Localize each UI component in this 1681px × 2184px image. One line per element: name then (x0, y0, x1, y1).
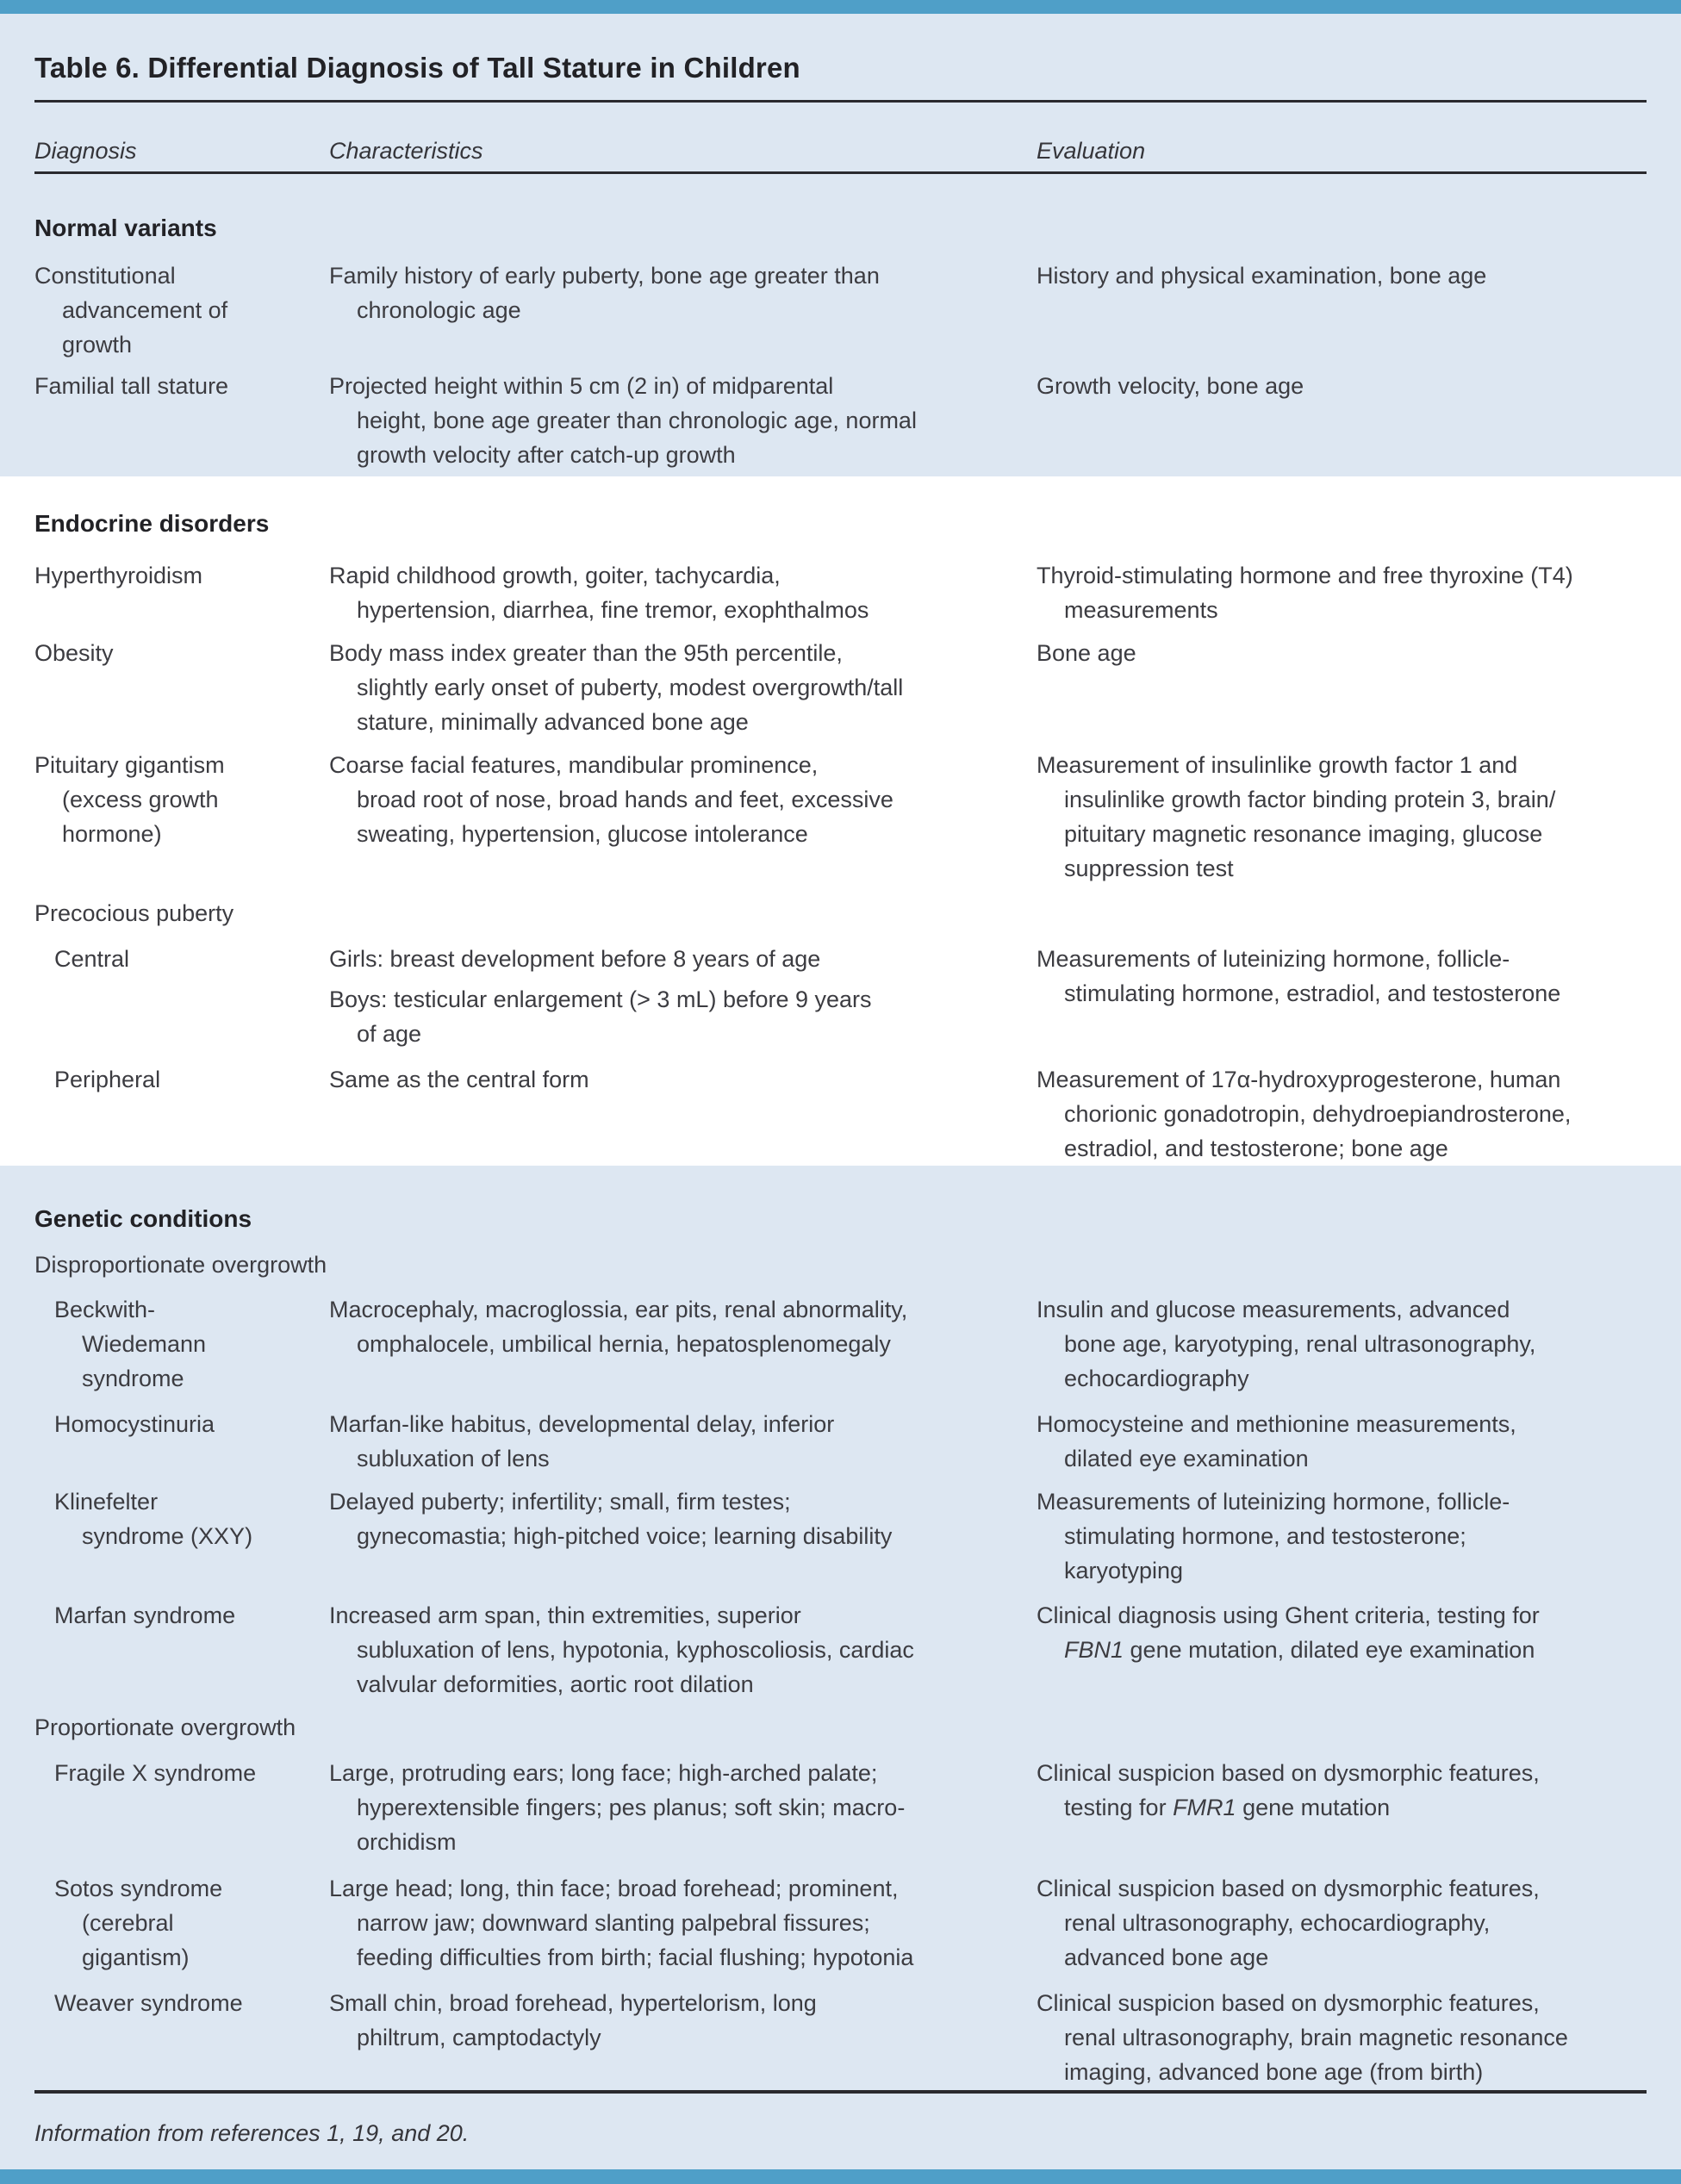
evaluation-cell (1037, 748, 1647, 886)
characteristics-text: Macrocephaly, macroglossia, ear pits, renal abnormality, (329, 1297, 908, 1322)
diagnosis-cell (34, 1871, 329, 1975)
characteristics-text: Marfan-like habitus, developmental delay, inferior (329, 1411, 835, 1437)
evaluation-cell (1037, 369, 1647, 472)
characteristics-cell (329, 258, 1037, 362)
characteristics-text: Small chin, broad forehead, hypertelorism, long (329, 1990, 817, 2016)
diagnosis-text: Peripheral (54, 1067, 161, 1092)
evaluation-cell (1037, 1484, 1647, 1588)
evaluation-text: dilated eye examination (1064, 1446, 1309, 1472)
evaluation-text: Clinical diagnosis using Ghent criteria, testing for (1037, 1602, 1540, 1628)
characteristics-text: chronologic age (357, 297, 521, 323)
diagnosis-text: advancement of (62, 297, 228, 323)
characteristics-cell (329, 558, 1037, 627)
diagnosis-cell (34, 1484, 329, 1588)
section-header: Endocrine disorders (34, 510, 270, 537)
diagnosis-cell (34, 1986, 329, 2089)
evaluation-text: imaging, advanced bone age (from birth) (1064, 2059, 1484, 2085)
characteristics-text: stature, minimally advanced bone age (357, 709, 749, 735)
characteristics-text: height, bone age greater than chronologic age, normal (357, 408, 917, 433)
table-row (34, 1407, 1647, 1476)
evaluation-text: Growth velocity, bone age (1037, 373, 1304, 399)
characteristics-text: Increased arm span, thin extremities, superior (329, 1602, 801, 1628)
evaluation-text: chorionic gonadotropin, dehydroepiandrosterone, (1064, 1101, 1572, 1127)
table-row (34, 558, 1647, 627)
diagnosis-text: Pituitary gigantism (34, 752, 225, 778)
section-header: Genetic conditions (34, 1205, 252, 1232)
evaluation-text: measurements (1064, 597, 1218, 623)
column-header-characteristics: Characteristics (329, 138, 483, 164)
diagnosis-text: Weaver syndrome (54, 1990, 243, 2016)
evaluation-text: Thyroid-stimulating hormone and free thyroxine (T4) (1037, 563, 1573, 588)
diagnosis-text: growth (62, 332, 133, 358)
diagnosis-text: Klinefelter (54, 1489, 159, 1515)
characteristics-text: gynecomastia; high-pitched voice; learning disability (357, 1523, 893, 1549)
diagnosis-cell (34, 1407, 329, 1476)
diagnosis-cell (34, 636, 329, 739)
evaluation-cell (1037, 1062, 1647, 1166)
evaluation-cell (1037, 258, 1647, 362)
evaluation-text: Homocysteine and methionine measurements, (1037, 1411, 1516, 1437)
diagnosis-text: Central (54, 946, 130, 972)
characteristics-text: hypertension, diarrhea, fine tremor, exophthalmos (357, 597, 869, 623)
characteristics-text: of age (357, 1021, 422, 1047)
evaluation-text: History and physical examination, bone age (1037, 263, 1487, 289)
footer-rule (34, 2090, 1647, 2094)
subsection-header: Proportionate overgrowth (34, 1714, 296, 1740)
diagnosis-cell (34, 748, 329, 886)
evaluation-cell (1037, 1598, 1647, 1702)
characteristics-text: Projected height within 5 cm (2 in) of midparental (329, 373, 834, 399)
characteristics-text: subluxation of lens (357, 1446, 550, 1472)
evaluation-text: Measurements of luteinizing hormone, follicle- (1037, 1489, 1510, 1515)
evaluation-text: renal ultrasonography, brain magnetic resonance (1064, 2025, 1568, 2050)
diagnosis-text: Obesity (34, 640, 114, 666)
characteristics-text: Coarse facial features, mandibular prominence, (329, 752, 819, 778)
characteristics-cell (329, 1871, 1037, 1975)
characteristics-text: Same as the central form (329, 1067, 589, 1092)
characteristics-cell (329, 942, 1037, 1051)
evaluation-cell (1037, 942, 1647, 1051)
header-rule (34, 171, 1647, 174)
evaluation-text: Measurement of insulinlike growth factor 1 and (1037, 752, 1518, 778)
diagnosis-cell (34, 1756, 329, 1859)
column-header-row (34, 134, 1647, 168)
table-row (34, 258, 1647, 362)
characteristics-text: slightly early onset of puberty, modest overgrowth/tall (357, 675, 904, 700)
diagnosis-text: gigantism) (82, 1944, 190, 1970)
table-row (34, 1986, 1647, 2089)
evaluation-text: suppression test (1064, 856, 1234, 881)
diagnosis-text: Sotos syndrome (54, 1876, 223, 1901)
characteristics-cell (329, 1407, 1037, 1476)
evaluation-text: estradiol, and testosterone; bone age (1064, 1136, 1448, 1161)
characteristics-text: feeding difficulties from birth; facial flushing; hypotonia (357, 1944, 914, 1970)
section-header: Normal variants (34, 215, 217, 241)
section-endocrine-disorders (0, 476, 1681, 1166)
characteristics-text: Large head; long, thin face; broad forehead; prominent, (329, 1876, 899, 1901)
table-row (34, 1871, 1647, 1975)
column-header-diagnosis: Diagnosis (34, 138, 137, 164)
diagnosis-text: Marfan syndrome (54, 1602, 236, 1628)
diagnosis-cell (34, 942, 329, 1051)
diagnosis-text: Beckwith- (54, 1297, 156, 1322)
evaluation-cell (1037, 1871, 1647, 1975)
diagnosis-text: Constitutional (34, 263, 176, 289)
diagnosis-text: Hyperthyroidism (34, 563, 203, 588)
column-header-evaluation: Evaluation (1037, 138, 1146, 164)
characteristics-text: valvular deformities, aortic root dilation (357, 1671, 754, 1697)
evaluation-text: Clinical suspicion based on dysmorphic features, (1037, 1876, 1540, 1901)
evaluation-cell (1037, 558, 1647, 627)
evaluation-text: bone age, karyotyping, renal ultrasonography, (1064, 1331, 1536, 1357)
table-row (34, 1484, 1647, 1588)
diagnosis-cell (34, 1598, 329, 1702)
diagnosis-cell (34, 1062, 329, 1166)
evaluation-text: stimulating hormone, and testosterone; (1064, 1523, 1466, 1549)
characteristics-text: sweating, hypertension, glucose intolerance (357, 821, 808, 847)
characteristics-cell (329, 1756, 1037, 1859)
table-row (34, 942, 1647, 1051)
evaluation-cell (1037, 1756, 1647, 1859)
characteristics-text: Rapid childhood growth, goiter, tachycardia, (329, 563, 781, 588)
evaluation-text: Measurement of 17α-hydroxyprogesterone, human (1037, 1067, 1561, 1092)
characteristics-text: Girls: breast development before 8 years of age (329, 946, 821, 972)
evaluation-cell (1037, 636, 1647, 739)
diagnosis-text: Fragile X syndrome (54, 1760, 257, 1786)
characteristics-paragraph (329, 942, 1037, 976)
table-row (34, 1062, 1647, 1166)
evaluation-text: echocardiography (1064, 1366, 1249, 1391)
characteristics-text: philtrum, camptodactyly (357, 2025, 601, 2050)
diagnosis-text: syndrome (82, 1366, 184, 1391)
bottom-accent-bar (0, 2169, 1681, 2184)
evaluation-text: gene mutation, dilated eye examination (1124, 1637, 1535, 1663)
table-row (34, 1756, 1647, 1859)
evaluation-text: advanced bone age (1064, 1944, 1269, 1970)
characteristics-cell (329, 1986, 1037, 2089)
diagnosis-cell (34, 558, 329, 627)
evaluation-text: Clinical suspicion based on dysmorphic features, (1037, 1990, 1540, 2016)
diagnosis-cell (34, 258, 329, 362)
evaluation-text: gene mutation (1236, 1795, 1391, 1820)
characteristics-text: hyperextensible fingers; pes planus; soft skin; macro- (357, 1795, 906, 1820)
evaluation-text: Insulin and glucose measurements, advanced (1037, 1297, 1510, 1322)
evaluation-text: insulinlike growth factor binding protein 3, brain/ (1064, 787, 1556, 812)
evaluation-text: Bone age (1037, 640, 1136, 666)
evaluation-text: Measurements of luteinizing hormone, follicle- (1037, 946, 1510, 972)
diagnosis-text: hormone) (62, 821, 162, 847)
characteristics-text: Family history of early puberty, bone age greater than (329, 263, 880, 289)
table-row (34, 748, 1647, 886)
characteristics-text: narrow jaw; downward slanting palpebral fissures; (357, 1910, 870, 1936)
table-row (34, 369, 1647, 472)
evaluation-text: Clinical suspicion based on dysmorphic features, (1037, 1760, 1540, 1786)
evaluation-cell (1037, 1292, 1647, 1396)
evaluation-cell (1037, 1986, 1647, 2089)
characteristics-text: orchidism (357, 1829, 457, 1855)
diagnosis-cell (34, 1292, 329, 1396)
gene-name: FBN1 (1064, 1637, 1124, 1663)
characteristics-cell (329, 636, 1037, 739)
characteristics-text: Boys: testicular enlargement (> 3 mL) before 9 years (329, 986, 872, 1012)
table-row (34, 1598, 1647, 1702)
evaluation-text: karyotyping (1064, 1558, 1184, 1584)
section-normal-variants (0, 14, 1681, 476)
evaluation-text (1037, 1790, 1647, 1825)
diagnosis-text: (cerebral (82, 1910, 174, 1936)
diagnosis-text: syndrome (XXY) (82, 1523, 253, 1549)
diagnosis-text: Familial tall stature (34, 373, 229, 399)
characteristics-text: broad root of nose, broad hands and feet, excessive (357, 787, 893, 812)
top-accent-bar (0, 0, 1681, 14)
evaluation-text: stimulating hormone, estradiol, and testosterone (1064, 980, 1561, 1006)
diagnosis-cell (34, 369, 329, 472)
evaluation-cell (1037, 1407, 1647, 1476)
characteristics-cell (329, 1484, 1037, 1588)
diagnosis-text: Homocystinuria (54, 1411, 215, 1437)
characteristics-cell (329, 1062, 1037, 1166)
diagnosis-text: (excess growth (62, 787, 219, 812)
characteristics-cell (329, 1292, 1037, 1396)
characteristics-text: Body mass index greater than the 95th percentile, (329, 640, 843, 666)
evaluation-text (1037, 1633, 1647, 1667)
characteristics-cell (329, 748, 1037, 886)
section-genetic-conditions (0, 1166, 1681, 2169)
characteristics-text: subluxation of lens, hypotonia, kyphoscoliosis, cardiac (357, 1637, 914, 1663)
characteristics-paragraph (329, 982, 1037, 1051)
characteristics-text: Large, protruding ears; long face; high-arched palate; (329, 1760, 878, 1786)
evaluation-text: renal ultrasonography, echocardiography, (1064, 1910, 1491, 1936)
characteristics-text: Delayed puberty; infertility; small, firm testes; (329, 1489, 791, 1515)
table-row (34, 1292, 1647, 1396)
characteristics-text: growth velocity after catch-up growth (357, 442, 736, 468)
subsection-header: Precocious puberty (34, 900, 234, 926)
characteristics-text: omphalocele, umbilical hernia, hepatosplenomegaly (357, 1331, 891, 1357)
characteristics-cell (329, 369, 1037, 472)
title-rule (34, 100, 1647, 103)
subsection-header: Disproportionate overgrowth (34, 1252, 327, 1278)
evaluation-text: testing for (1064, 1795, 1174, 1820)
evaluation-text: pituitary magnetic resonance imaging, glucose (1064, 821, 1543, 847)
diagnosis-text: Wiedemann (82, 1331, 207, 1357)
table-row (34, 636, 1647, 739)
gene-name: FMR1 (1173, 1795, 1236, 1820)
page-title: Table 6. Differential Diagnosis of Tall Stature in Children (34, 52, 800, 84)
characteristics-cell (329, 1598, 1037, 1702)
footnote: Information from references 1, 19, and 20. (34, 2120, 470, 2146)
